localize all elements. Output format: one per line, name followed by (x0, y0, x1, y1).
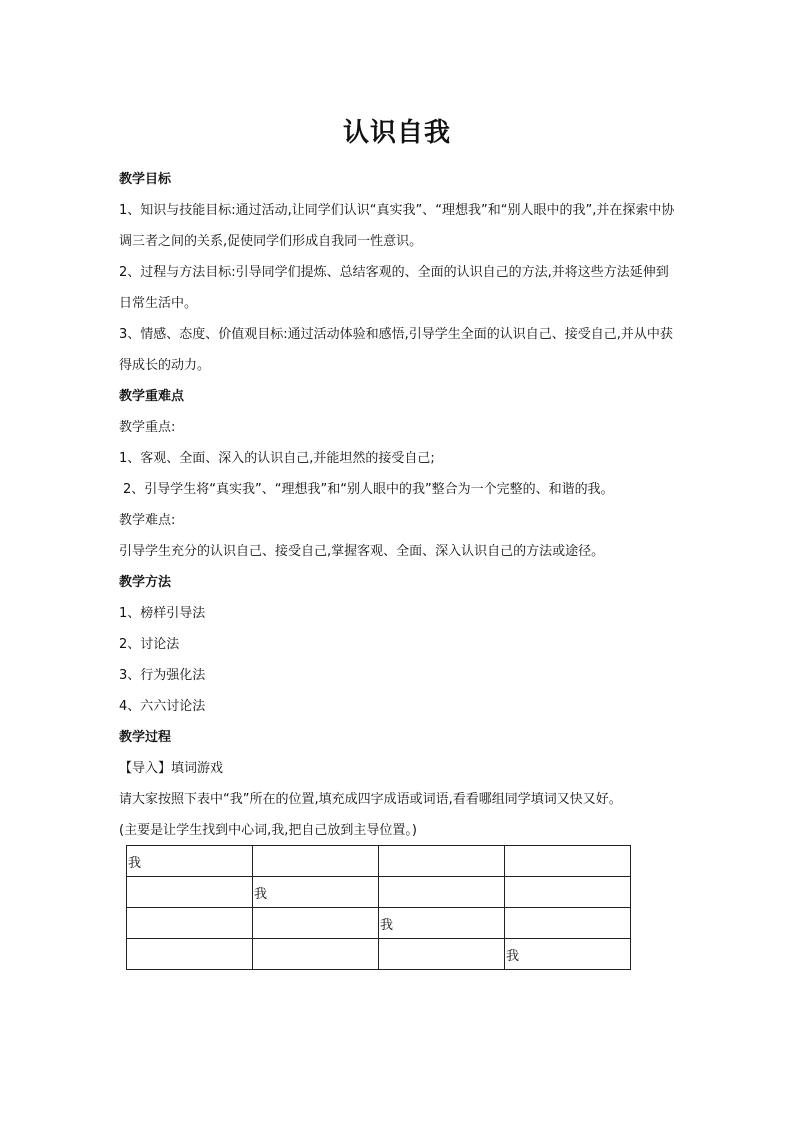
difficulty-label: 教学难点: (119, 513, 176, 528)
section-heading-key-points: 教学重难点 (119, 389, 185, 404)
method-item: 2、讨论法 (119, 637, 180, 652)
section-heading-process: 教学过程 (119, 730, 172, 745)
document-body (119, 164, 679, 846)
note-text: (主要是让学生找到中心词,我,把自己放到主导位置。) (119, 823, 417, 838)
table-cell (253, 939, 379, 970)
table-cell (379, 939, 505, 970)
word-game-table (126, 845, 631, 970)
table-cell (127, 877, 253, 908)
instruction-text: 请大家按照下表中“我”所在的位置,填充成四字成语或词语,看看哪组同学填词又快又好。 (119, 792, 622, 807)
table-cell: 我 (127, 846, 253, 877)
section-heading-goals: 教学目标 (119, 172, 172, 187)
method-item: 4、六六讨论法 (119, 699, 206, 714)
table-row (127, 939, 631, 970)
goal-item: 1、知识与技能目标:通过活动,让同学们认识“真实我”、“理想我”和“别人眼中的我”,并在探索中协调三者之间的关系,促使同学们形成自我同一性意识。 (119, 203, 675, 249)
goal-item: 2、过程与方法目标:引导同学们提炼、总结客观的、全面的认识自己的方法,并将这些方法延伸到日常生活中。 (119, 265, 669, 311)
table-cell (505, 877, 631, 908)
table-cell: 我 (379, 908, 505, 939)
table-cell (253, 908, 379, 939)
table-cell (379, 846, 505, 877)
focus-label: 教学重点: (119, 420, 176, 435)
table-cell (379, 877, 505, 908)
intro-label: 【导入】填词游戏 (119, 761, 224, 776)
focus-item: 2、引导学生将“真实我”、“理想我”和“别人眼中的我”整合为一个完整的、和谐的我。 (123, 482, 614, 497)
table-cell (505, 908, 631, 939)
table-cell (127, 908, 253, 939)
table-row (127, 877, 631, 908)
focus-item: 1、客观、全面、深入的认识自己,并能坦然的接受自己; (119, 451, 435, 466)
difficulty-text: 引导学生充分的认识自己、接受自己,掌握客观、全面、深入认识自己的方法或途径。 (119, 544, 605, 559)
table-row (127, 846, 631, 877)
section-heading-methods: 教学方法 (119, 575, 172, 590)
method-item: 3、行为强化法 (119, 668, 206, 683)
goal-item: 3、情感、态度、价值观目标:通过活动体验和感悟,引导学生全面的认识自己、接受自己,并从中获得成长的动力。 (119, 327, 673, 373)
table-cell (127, 939, 253, 970)
table-cell (505, 846, 631, 877)
document-title: 认识自我 (342, 118, 451, 148)
table-row (127, 908, 631, 939)
method-item: 1、榜样引导法 (119, 606, 206, 621)
table-cell: 我 (505, 939, 631, 970)
table-cell (253, 846, 379, 877)
table-cell: 我 (253, 877, 379, 908)
